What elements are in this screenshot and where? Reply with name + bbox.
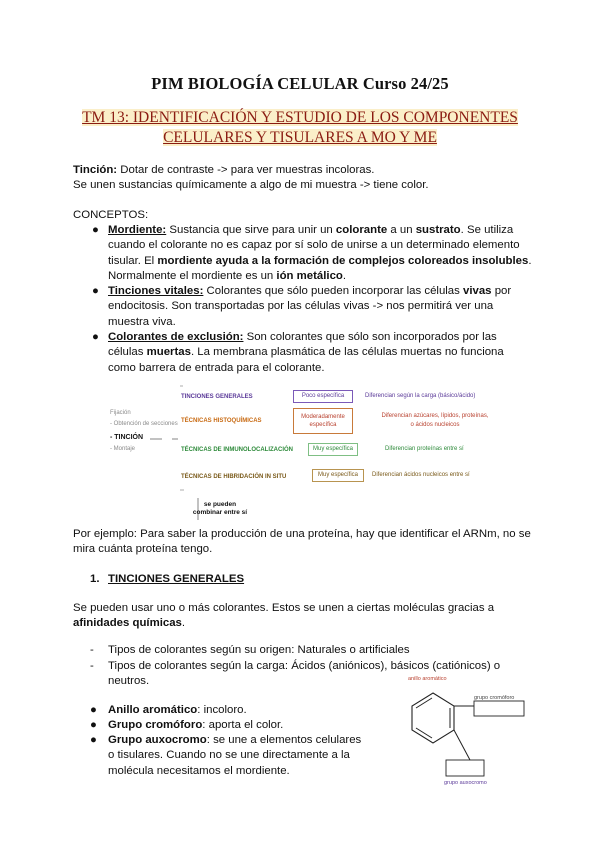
text: : se une a elementos celulares o tisulares. Cuando no se une directamente a la molécula necesitamos el mordiente. [108, 734, 362, 777]
tincion-definition [73, 163, 533, 194]
document-title: PIM BIOLOGÍA CELULAR Curso 24/25 [151, 74, 449, 93]
conceptos-list [92, 223, 533, 376]
bold-text: ión metálico [276, 269, 343, 282]
benzene-ring-drawing [378, 676, 528, 796]
text: Sustancia que sirve para unir un [166, 224, 336, 236]
row-box-inmunolocalizacion: Muy específica [308, 443, 358, 456]
staining-techniques-diagram [80, 380, 520, 520]
text: por endocitosis. Son transportadas por las células vivas -> nos permitirá ver una muestra viva. [108, 285, 512, 328]
topic-title-line1: TM 13: IDENTIFICACIÓN Y ESTUDIO DE LOS COMPONENTES [82, 109, 518, 126]
text: . La membrana plasmática de las células muertas no funciona como barrera de entrada para el colorante. [108, 346, 504, 374]
intro-end: . [181, 617, 186, 630]
text: Son colorantes que sólo son incorporados por las células [108, 331, 497, 359]
bullet-dot: ● [90, 734, 97, 746]
text: . Se utiliza cuando el colorante no es capaz por sí solo de unirse a un determinado elemento tisular. El [108, 224, 520, 267]
diagram-left-sub1: - Obtención de secciones [110, 421, 178, 427]
text: : incoloro. [197, 704, 247, 716]
chromophore-label: grupo cromóforo [474, 695, 515, 701]
bold-text: Grupo cromóforo [108, 719, 203, 731]
tincion-line2: Se unen sustancias químicamente a algo de mi muestra -> tiene color. [73, 179, 429, 192]
list-item-mordiente [92, 223, 533, 284]
row-desc-generales: Diferencian según la carga (básico/ácido) [365, 393, 476, 399]
row-box-histoquimicas: Moderadamente específica [293, 408, 353, 434]
bullet-cromoforo [108, 718, 283, 733]
bullet-dot: ● [90, 704, 97, 716]
bullet-dot: ● [92, 331, 99, 344]
vitales-term: Tinciones vitales: [108, 285, 204, 298]
section1-heading: TINCIONES GENERALES [108, 573, 245, 585]
bold-text: mordiente ayuda a la formación de complejos coloreados insolubles [157, 254, 529, 267]
tincion-text: Dotar de contraste -> para ver muestras incoloras. [117, 164, 375, 176]
intro-text: Se pueden usar uno o más colorantes. Estos se unen a ciertas moléculas gracias a [73, 602, 495, 614]
row-name-histoquimicas: TÉCNICAS HISTOQUÍMICAS [181, 418, 262, 424]
diagram-left-top: Fijación [110, 410, 131, 416]
list-item-vitales [92, 284, 533, 330]
row-box-generales: Poco específica [293, 390, 353, 403]
bullet-dot: ● [92, 285, 99, 298]
row-name-inmunolocalizacion: TÉCNICAS DE INMUNOLOCALIZACIÓN [181, 447, 293, 453]
bullet-dot: ● [90, 719, 97, 731]
bullet-anillo [108, 703, 247, 718]
diagram-combine-note: se pueden combinar entre sí [192, 501, 248, 516]
diagram-left-sub2: - Montaje [110, 446, 136, 452]
diagram-left-main: - TINCIÓN [110, 434, 144, 441]
bold-text: colorante [335, 224, 388, 236]
bold-text: Grupo auxocromo [108, 734, 207, 746]
ring-label: anillo aromático [408, 676, 447, 682]
tincion-label: Tinción: [73, 164, 118, 176]
mordiente-term: Mordiente: [108, 224, 167, 236]
exclusion-term: Colorantes de exclusión: [108, 331, 244, 344]
aromatic-ring-figure [378, 676, 528, 796]
bullet-dot: ● [92, 224, 99, 236]
text: . Normalmente el mordiente es un [108, 254, 532, 282]
dash-item-carga: Tipos de colorantes según la carga: Ácidos (aniónicos), básicos (catiónicos) o neutros. [108, 660, 501, 688]
bold-text: muertas [146, 346, 191, 359]
topic-title-line2: CELULARES Y TISULARES A MO Y ME [163, 129, 437, 146]
row-name-hibridacion: TÉCNICAS DE HIBRIDACIÓN IN SITU [181, 474, 287, 480]
auxochrome-label: grupo auxocromo [444, 780, 487, 786]
row-box-hibridacion: Muy específica [312, 469, 364, 482]
text: Colorantes que sólo pueden incorporar las células [203, 285, 464, 298]
bold-text: vivas [463, 285, 492, 298]
bold-text: sustrato [415, 224, 461, 236]
bold-text: Anillo aromático [108, 704, 198, 716]
list-item-exclusion [92, 330, 533, 376]
conceptos-heading: CONCEPTOS: [73, 209, 149, 221]
dash-marker: - [90, 660, 94, 672]
row-name-generales: TINCIONES GENERALES [181, 394, 253, 400]
bullet-auxocromo [108, 733, 370, 779]
section1-number: 1. [90, 573, 100, 585]
section1-intro [73, 601, 535, 632]
text: : aporta el color. [202, 719, 284, 731]
dash-marker: - [90, 644, 94, 656]
intro-bold: afinidades químicas [73, 617, 182, 630]
topic-title [60, 108, 540, 148]
row-desc-inmunolocalizacion: Diferencian proteínas entre sí [385, 446, 464, 452]
dash-item-origen: Tipos de colorantes según su origen: Naturales o artificiales [108, 644, 410, 656]
text: a un [387, 224, 416, 236]
row-desc-histoquimicas: Diferencian azúcares, lípidos, proteínas, o ácidos nucleicos [381, 413, 489, 428]
row-desc-hibridacion: Diferencian ácidos nucleicos entre sí [372, 472, 470, 478]
text: . [342, 269, 347, 282]
ejemplo-paragraph: Por ejemplo: Para saber la producción de una proteína, hay que identificar el ARNm, no se mira cuánta proteína tengo. [73, 528, 531, 556]
